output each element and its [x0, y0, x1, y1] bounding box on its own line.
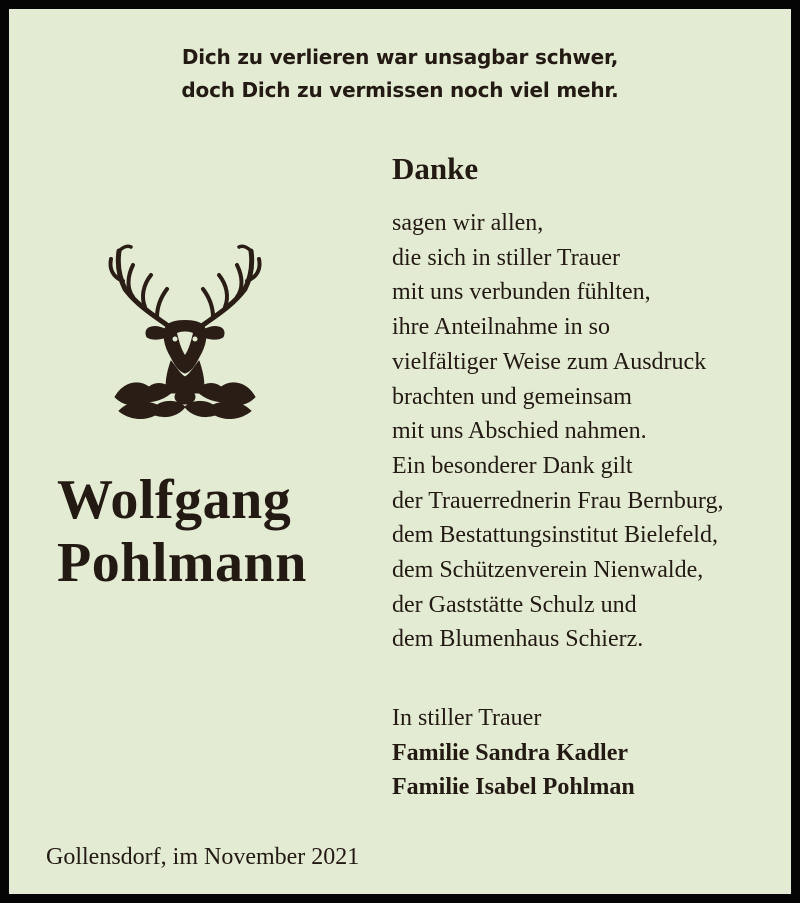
place-and-date: Gollensdorf, im November 2021 — [46, 844, 360, 870]
deceased-first-name: Wolfgang — [57, 469, 292, 531]
thanks-line: brachten und gemeinsam — [392, 383, 632, 410]
mourner-family-1: Familie Sandra Kadler — [392, 739, 628, 766]
thanks-line: mit uns verbunden fühlten, — [392, 279, 651, 306]
thanks-line: dem Bestattungsinstitut Bielefeld, — [392, 522, 718, 549]
thanks-line: der Gaststätte Schulz und — [392, 591, 637, 618]
thanks-line: sagen wir allen, — [392, 210, 544, 236]
thanks-line: der Trauerrednerin Frau Bernburg, — [392, 487, 724, 514]
thanks-line: dem Schützenverein Nienwalde, — [392, 557, 704, 584]
mourners — [392, 701, 635, 805]
mourners-intro: In stiller Trauer — [392, 705, 542, 731]
stag-head-with-oak-leaves-icon — [105, 237, 265, 422]
motto-line-1: Dich zu verlieren war unsagbar schwer, — [181, 45, 619, 69]
thanks-text — [392, 206, 723, 657]
deceased-last-name: Pohlmann — [57, 532, 307, 594]
motto-line-2: doch Dich zu vermissen noch viel mehr. — [181, 78, 619, 102]
deceased-name — [57, 469, 307, 595]
thanks-line: Ein besonderer Dank gilt — [392, 452, 633, 479]
thanks-line: dem Blumenhaus Schierz. — [392, 626, 644, 653]
thanks-line: vielfältiger Weise zum Ausdruck — [392, 348, 707, 375]
mourner-family-2: Familie Isabel Pohlman — [392, 774, 635, 800]
thanks-heading: Danke — [392, 151, 479, 186]
thanks-line: ihre Anteilnahme in so — [392, 314, 610, 341]
motto — [9, 41, 791, 107]
thanks-line: mit uns Abschied nahmen. — [392, 418, 647, 445]
thanks-line: die sich in stiller Trauer — [392, 244, 620, 271]
